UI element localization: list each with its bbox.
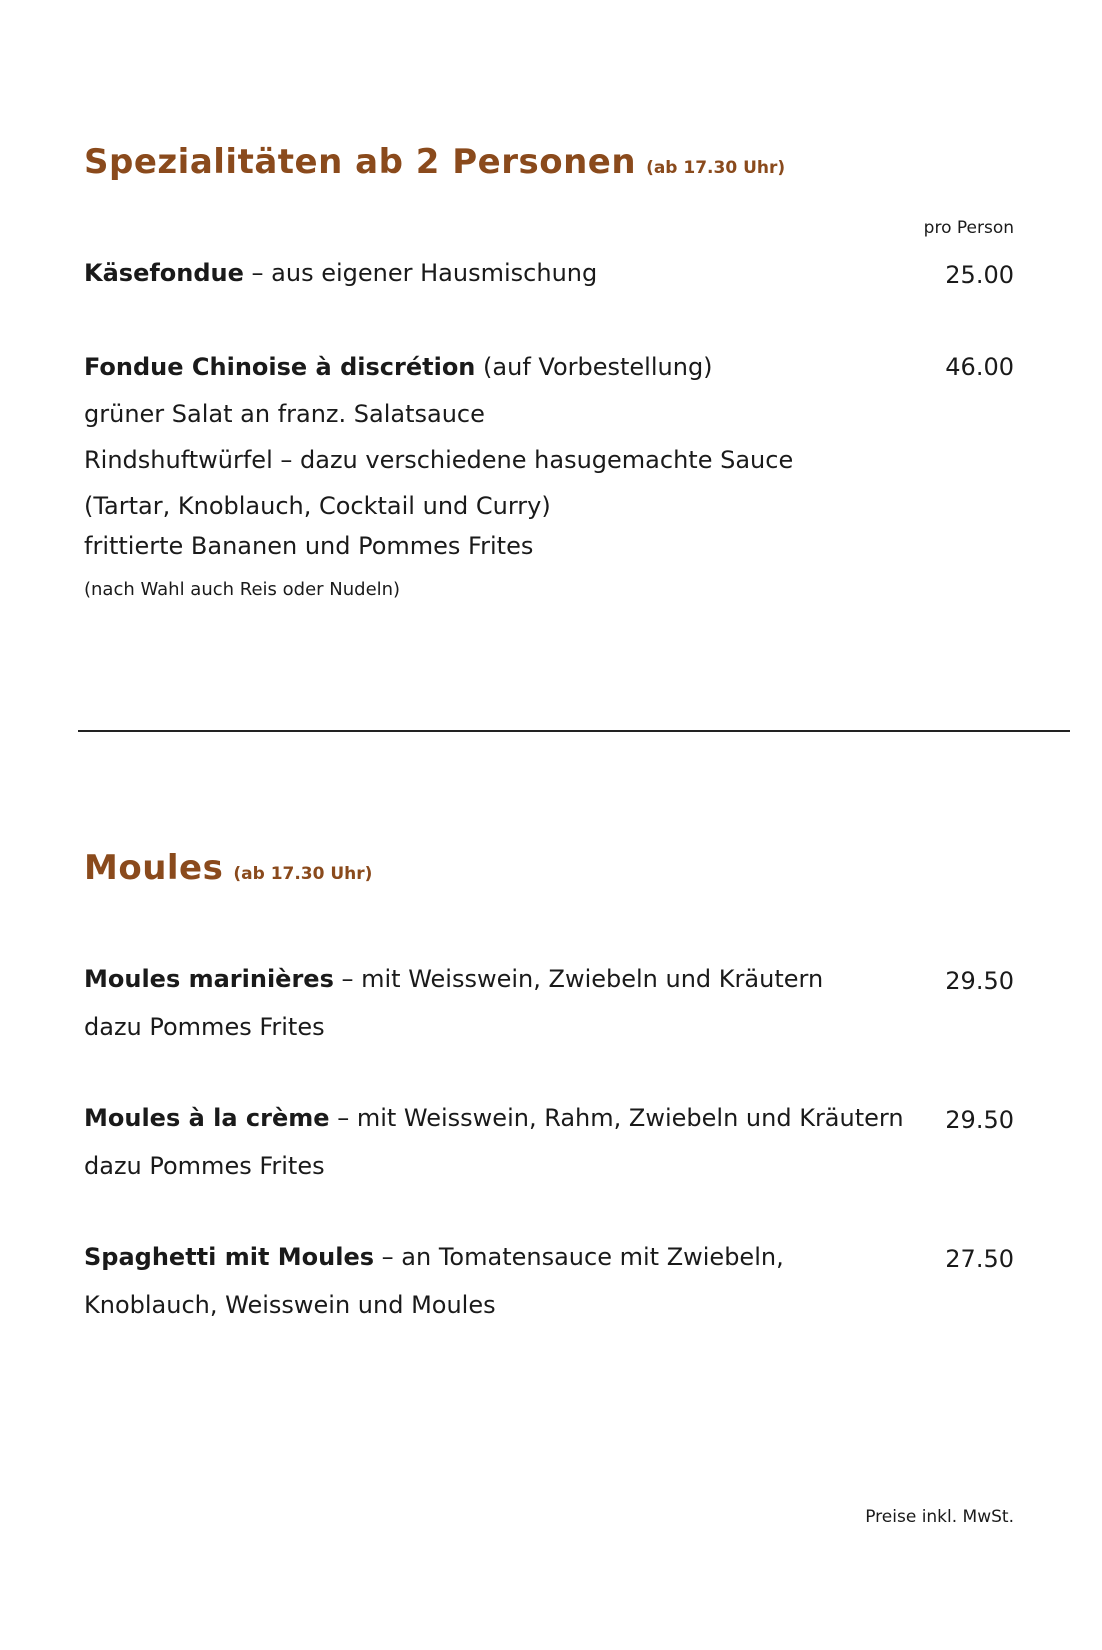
menu-item-desc: – an Tomatensauce mit Zwiebeln, [374,1243,784,1271]
menu-item-detail: Rindshuftwürfel – dazu verschiedene hasugemachte Sauce [84,446,794,474]
menu-item-name: Fondue Chinoise à discrétion [84,353,476,381]
menu-item-name: Moules marinières [84,965,334,993]
menu-item-price: 29.50 [945,967,1014,995]
menu-item-line2: Knoblauch, Weisswein und Moules [84,1291,496,1319]
menu-item-moules-creme [84,1104,904,1132]
section-heading-specialties [84,142,785,182]
menu-item-detail: frittierte Bananen und Pommes Frites [84,532,534,560]
menu-item-desc: (auf Vorbestellung) [475,353,713,381]
section-divider [78,730,1070,732]
menu-item-price: 46.00 [945,353,1014,381]
menu-item-fondue-chinoise [84,353,713,381]
menu-item-line2: dazu Pommes Frites [84,1152,325,1180]
menu-item-price: 27.50 [945,1245,1014,1273]
menu-item-desc: – mit Weisswein, Rahm, Zwiebeln und Kräutern [329,1104,904,1132]
section-title: Moules [84,848,224,888]
tax-note: Preise inkl. MwSt. [865,1507,1014,1527]
menu-item-note: (nach Wahl auch Reis oder Nudeln) [84,579,401,600]
menu-item-detail: grüner Salat an franz. Salatsauce [84,400,485,428]
menu-item-spaghetti-moules [84,1243,784,1271]
menu-item-price: 25.00 [945,261,1014,289]
menu-item-line2: dazu Pommes Frites [84,1013,325,1041]
section-title: Spezialitäten ab 2 Personen [84,142,637,182]
menu-item-desc: – mit Weisswein, Zwiebeln und Kräutern [333,965,824,993]
menu-item-name: Käsefondue [84,259,244,287]
menu-item-desc: – aus eigener Hausmischung [243,259,598,287]
menu-item-name: Spaghetti mit Moules [84,1243,375,1271]
section-heading-moules [84,848,372,888]
menu-item-kaesefondue [84,259,597,287]
price-unit-label: pro Person [923,218,1014,238]
menu-item-name: Moules à la crème [84,1104,330,1132]
section-time-note: (ab 17.30 Uhr) [646,158,786,178]
menu-item-moules-marinieres [84,965,823,993]
menu-item-detail: (Tartar, Knoblauch, Cocktail und Curry) [84,492,551,520]
section-time-note: (ab 17.30 Uhr) [233,864,373,884]
menu-item-price: 29.50 [945,1106,1014,1134]
